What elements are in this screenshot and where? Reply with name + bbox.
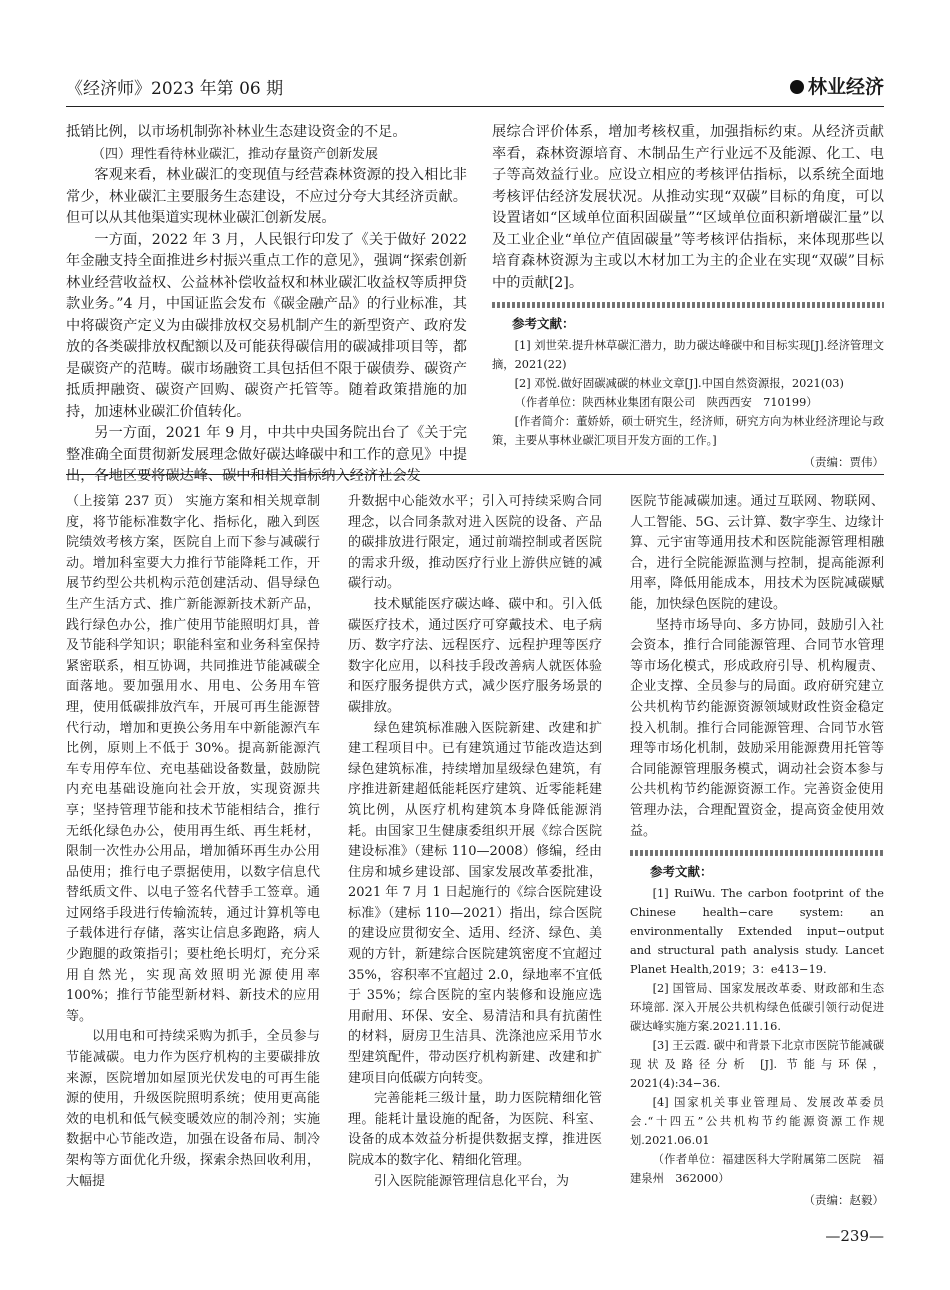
divider: [630, 850, 884, 856]
bottom-column-3: [630, 492, 884, 1222]
journal-title: 《经济师》2023 年第 06 期: [66, 79, 284, 99]
reference-item: [1] RuiWu. The carbon footprint of the Chinese health−care system: an environmentally Extended input−output and structural path analysis study. Lancet Planet Health,2019；3：e413−19.: [630, 887, 884, 977]
references-title: 参考文献：: [650, 864, 713, 880]
paragraph: 一方面，2022 年 3 月，人民银行印发了《关于做好 2022 年金融支持全面推进乡村振兴重点工作的意见》，强调“探索创新林业经营收益权、公益林补偿收益权和林业碳汇收益权等质押贷款业务。”4 月，中国证监会发布《碳金融产品》的行业标准，其中将碳资产定义为由碳排放权交易机制产生的新型资产、政府发放的各类碳排放权配额以及可能获得碳信用的碳减排项目等，都是碳资产的范畴。碳市场融资工具包括但不限于碳债券、碳资产抵质押融资、碳资产回购、碳资产托管等。随着政策措施的加持，加速林业碳汇价值转化。: [66, 231, 467, 420]
paragraph: 另一方面，2021 年 9 月，中共中央国务院出台了《关于完整准确全面贯彻新发展理念做好碳达峰碳中和工作的意见》中提出，各地区要将碳达峰、碳中和相关指标纳入经济社会发: [66, 425, 467, 484]
paragraph: 展综合评价体系，增加考核权重，加强指标约束。从经济贡献率看，森林资源培育、木制品生产行业远不及能源、化工、电子等高效益行业。应设立相应的考核评估指标，以系统全面地考核评估经济发展状况。从推动实现“双碳”目标的角度，可以设置诸如“区域单位面积固碳量”“区域单位面积新增碳汇量”以及工业企业“单位产值固碳量”等考核评估指标，来体现那些以培育森林资源为主或以木材加工为主的企业在实现“双碳”目标中的贡献[2]。: [492, 124, 884, 291]
bottom-column-1: [66, 492, 320, 1217]
top-left-column: [66, 122, 467, 484]
reference-item: [2] 国管局、国家发展改革委、财政部和生态环境部. 深入开展公共机构绿色低碳引领行动促进碳达峰实施方案.2021.11.16.: [630, 982, 884, 1034]
editor-note: （责编：赵毅）: [803, 1193, 884, 1208]
paragraph: 抵销比例，以市场机制弥补林业生态建设资金的不足。: [66, 124, 407, 140]
author-bio: [作者简介：董娇娇，硕士研究生，经济师，研究方向为林业经济理论与政策，主要从事林业碳汇项目开发方面的工作。]: [492, 415, 884, 447]
paragraph: 升数据中心能效水平；引入可持续采购合同理念，以合同条款对进入医院的设备、产品的碳排放进行限定，通过前端控制或者医院的需求升级，推动医疗行业上游供应链的减碳行动。: [348, 494, 602, 592]
author-affiliation: （作者单位：福建医科大学附属第二医院 福建泉州 362000）: [630, 1153, 884, 1186]
reference-item: [2] 邓悦.做好固碳减碳的林业文章[J].中国自然资源报，2021(03): [514, 377, 844, 390]
author-affiliation: （作者单位：陕西林业集团有限公司 陕西西安 710199）: [514, 396, 818, 409]
top-right-column: [492, 122, 884, 467]
bottom-column-2: [348, 492, 602, 1217]
references-title: 参考文献：: [512, 316, 575, 331]
paragraph: 坚持市场导向、多方协同，鼓励引入社会资本，推行合同能源管理、合同节水管理等市场化模式，形成政府引导、机构履责、企业支撑、全员参与的局面。政府研究建立公共机构节约能源资源领域财政性资金稳定投入机制。推行合同能源管理、合同节水管理等市场化机制，鼓励采用能源费用托管等合同能源管理服务模式，调动社会资本参与公共机构节约能源资源工作。完善资金使用管理办法，合理配置资金，提高资金使用效益。: [630, 617, 884, 839]
paragraph: 以用电和可持续采购为抓手，全员参与节能减碳。电力作为医疗机构的主要碳排放来源，医院增加如屋顶光伏发电的可再生能源的使用，升级医院照明系统；使用更高能效的电机和低气候变暖效应的制冷剂；实施数据中心节能改造，加强在设备布局、制冷架构等方面优化升级，探索余热回收利用，大幅提: [66, 1029, 320, 1189]
subheading: （四）理性看待林业碳汇，推动存量资产创新发展: [92, 146, 379, 162]
paragraph: 绿色建筑标准融入医院新建、改建和扩建工程项目中。已有建筑通过节能改造达到绿色建筑标准，持续增加星级绿色建筑，有序推进新建超低能耗医疗建筑、近零能耗建筑比例，从医疗机构建筑本身降低能源消耗。由国家卫生健康委组织开展《综合医院建设标准》（建标 110—2008）修编，经由住房和城乡建设部、国家发展改革委批准，2021 年 7 月 1 日起施行的《综合医院建设标准》（建标 110—2021）指出，综合医院的建设应贯彻安全、适用、经济、绿色、美观的方针，新建综合医院建筑密度不宜超过 35%，容积率不宜超过 2.0，绿地率不宜低于 35%；综合医院的室内装修和设施应选用耐用、环保、安全、易清洁和具有抗菌性的材料，厨房卫生洁具、洗涤池应采用节水型建筑配件，带动医疗机构新建、改建和扩建项目向低碳方向转变。: [348, 720, 602, 1086]
paragraph: 技术赋能医疗碳达峰、碳中和。引入低碳医疗技术，通过医疗可穿戴技术、电子病历、数字疗法、远程医疗、远程护理等医疗数字化应用，以科技手段改善病人就医体验和医疗服务提供方式，减少医疗服务场景的碳排放。: [348, 596, 602, 715]
page-number: —239—: [825, 1227, 884, 1245]
bullet-dot-icon: [790, 80, 804, 94]
divider: [492, 302, 884, 308]
paragraph: （上接第 237 页） 实施方案和相关规章制度，将节能标准数字化、指标化，融入到医院绩效考核方案，医院自上而下参与减碳行动。增加科室要大力推行节能降耗工作，开展节约型公共机构示范创建活动、倡导绿色生产生活方式、推广新能源新技术新产品，践行绿色办公，推广使用节能照明灯具，普及节能科学知识；职能科室和业务科室保持紧密联系，相互协调，共同推进节能减碳全面落地。要加强用水、用电、公务用车管理，使用低碳排放汽车，开展可再生能源替代行动，增加和更换公务用车中新能源汽车比例，原则上不低于 30%。提高新能源汽车专用停车位、充电基础设备数量，鼓励院内充电基础设施向社会开放，实现资源共享；坚持管理节能和技术节能相结合，推行无纸化绿色办公，使用再生纸、再生耗材，限制一次性办公用品，增加循环再生办公用品使用；推行电子票据使用，以数字信息代替纸质文件、以电子签名代替手工签章。通过网络手段进行传输流转，通过计算机等电子载体进行存储，落实让信息多跑路，病人少跑腿的政策指引；要杜绝长明灯，充分采用自然光，实现高效照明光源使用率 100%；推行节能型新材料、新技术的应用等。: [66, 494, 320, 1024]
reference-item: [4] 国家机关事业管理局、发展改革委员会.“十四五”公共机构节约能源资源工作规划.2021.06.01: [630, 1096, 884, 1148]
header-rule: [66, 106, 884, 107]
article-divider: [66, 474, 884, 475]
paragraph: 完善能耗三级计量，助力医院精细化管理。能耗计量设施的配备，为医院、科室、设备的成本效益分析提供数据支撑，推进医院成本的数字化、精细化管理。: [348, 1091, 602, 1168]
reference-item: [3] 王云霞. 碳中和背景下北京市医院节能减碳现状及路径分析 [J]. 节能与环保，2021(4):34−36.: [630, 1039, 884, 1091]
paragraph: 引入医院能源管理信息化平台，为: [374, 1173, 570, 1189]
page-header: [66, 70, 884, 110]
reference-item: [1] 刘世荣.提升林草碳汇潜力，助力碳达峰碳中和目标实现[J].经济管理文摘，2021(22): [492, 339, 884, 371]
paragraph: 客观来看，林业碳汇的变现值与经营森林资源的投入相比非常少，林业碳汇主要服务生态建设，不应过分夸大其经济贡献。但可以从其他渠道实现林业碳汇创新发展。: [66, 167, 467, 226]
section-label: 林业经济: [807, 76, 884, 98]
section-title: [790, 72, 884, 99]
paragraph: 医院节能减碳加速。通过互联网、物联网、人工智能、5G、云计算、数字孪生、边缘计算、元宇宙等通用技术和医院能源管理相融合，进行全院能源监测与控制，提高能源利用率，降低用能成本，用技术为医院减碳赋能，加快绿色医院的建设。: [630, 494, 884, 612]
editor-note: （责编：贾伟）: [803, 455, 884, 469]
